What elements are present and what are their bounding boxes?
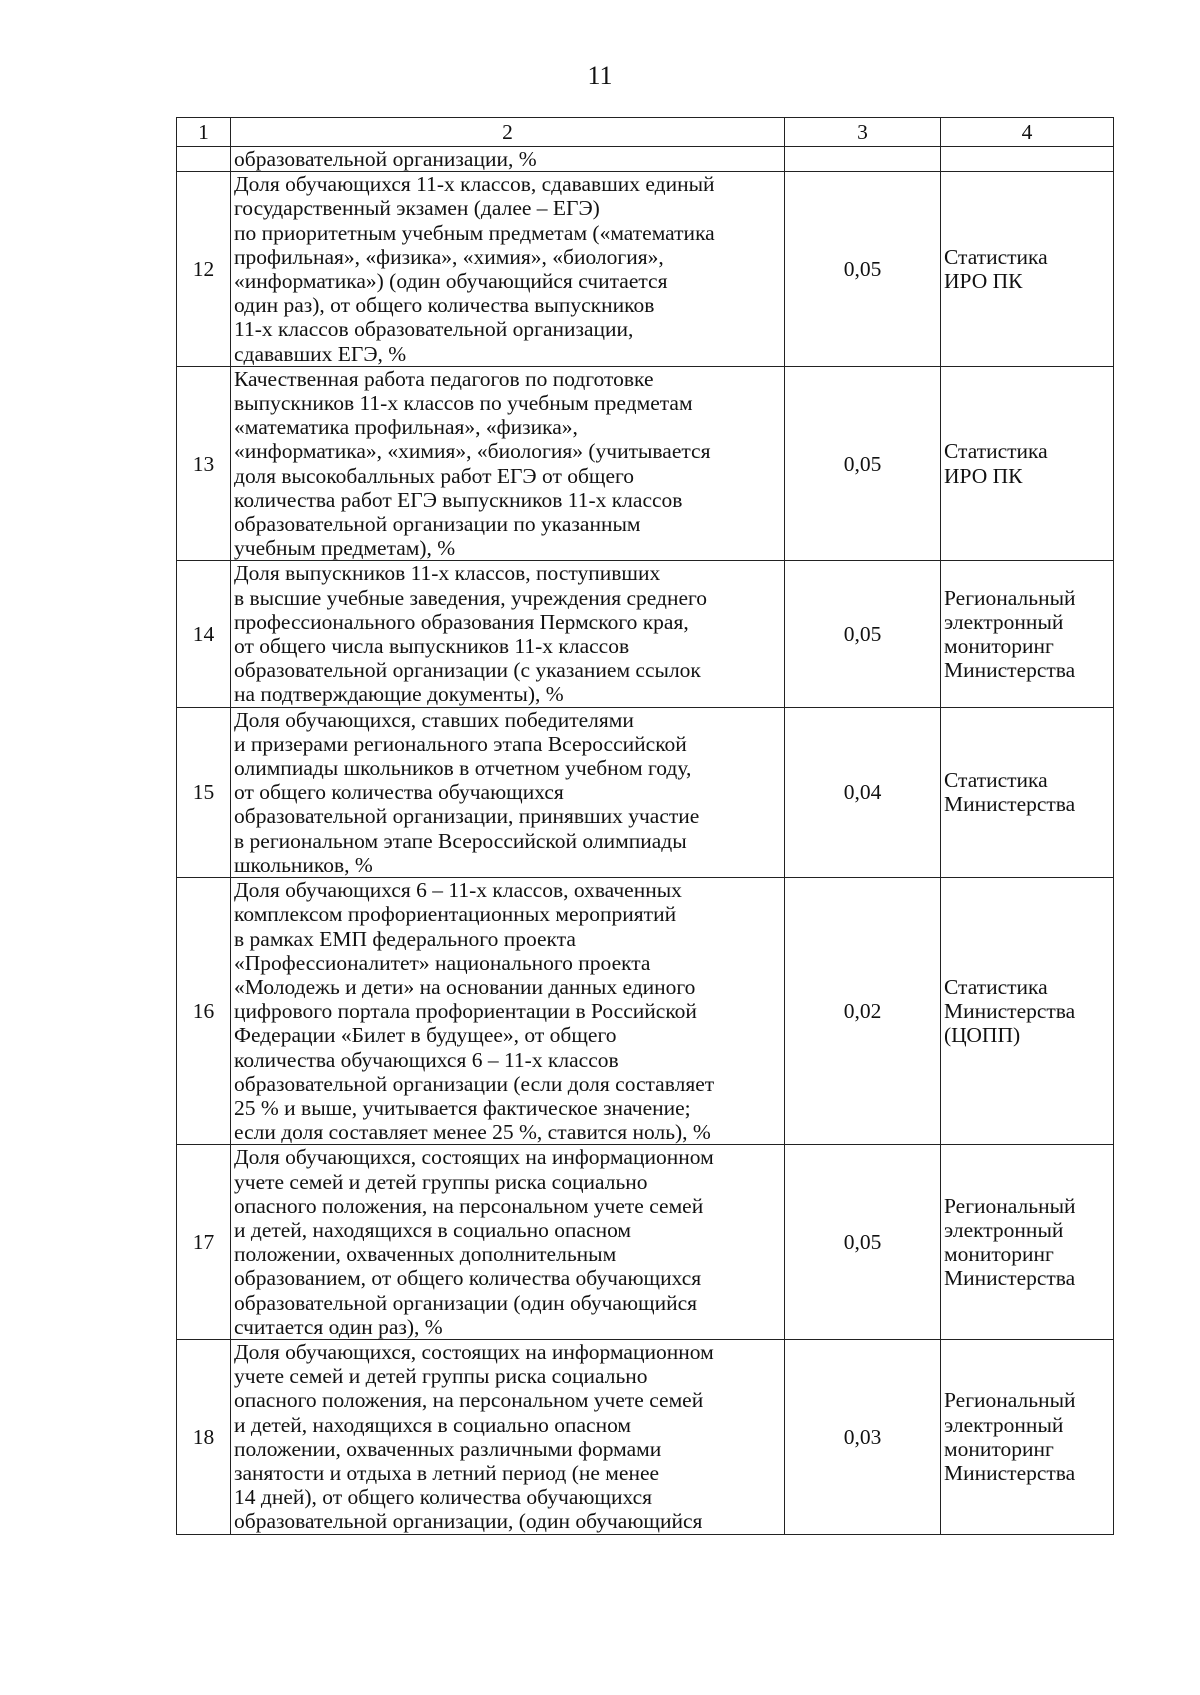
description-line: если доля составляет менее 25 %, ставится ноль), %: [234, 1120, 711, 1145]
weight-value: 0,02: [785, 878, 941, 1145]
source-line: мониторинг: [944, 1242, 1054, 1267]
indicator-description: [231, 707, 785, 877]
description-line: «Молодежь и дети» на основании данных единого: [234, 974, 696, 999]
description-line: доля высокобалльных работ ЕГЭ от общего: [234, 463, 635, 488]
description-line: положении, охваченных дополнительным: [234, 1242, 617, 1267]
column-header-3: 3: [785, 118, 941, 147]
weight-value: 0,05: [785, 366, 941, 561]
table-row: [177, 366, 1114, 561]
criteria-table: [176, 117, 1114, 1535]
description-line: «Профессионалитет» национального проекта: [234, 950, 651, 975]
source-line: Министерства: [944, 1266, 1076, 1291]
description-line: цифрового портала профориентации в Российской: [234, 999, 697, 1024]
source-line: мониторинг: [944, 1436, 1054, 1461]
description-line: от общего количества обучающихся: [234, 780, 564, 805]
description-line: профильная», «физика», «химия», «биология»,: [234, 244, 664, 269]
description-line: 25 % и выше, учитывается фактическое значение;: [234, 1095, 691, 1120]
description-line: Доля обучающихся 11-х классов, сдававших единый: [234, 172, 715, 197]
source-line: Статистика: [944, 768, 1048, 793]
description-line: Доля обучающихся 6 – 11-х классов, охваченных: [234, 878, 682, 903]
description-line: Качественная работа педагогов по подготовке: [234, 366, 654, 391]
description-line: олимпиады школьников в отчетном учебном году,: [234, 756, 692, 781]
source-line: ИРО ПК: [944, 269, 1023, 294]
description-line: считается один раз), %: [234, 1314, 443, 1339]
description-line: выпускников 11-х классов по учебным предметам: [234, 391, 693, 416]
description-line: образовательной организации (если доля составляет: [234, 1071, 715, 1096]
description-line: образованием, от общего количества обучающихся: [234, 1266, 702, 1291]
description-line: образовательной организации, принявших участие: [234, 804, 700, 829]
weight-value: 0,03: [785, 1339, 941, 1534]
source-line: Министерства: [944, 658, 1076, 683]
description-line: образовательной организации, (один обучающийся: [234, 1509, 703, 1534]
row-number: [177, 147, 231, 172]
data-source: [941, 147, 1114, 172]
description-line: Доля обучающихся, ставших победителями: [234, 707, 634, 732]
weight-value: 0,05: [785, 172, 941, 367]
source-line: Региональный: [944, 1388, 1076, 1413]
data-source: [941, 1339, 1114, 1534]
description-line: учебным предметам), %: [234, 536, 456, 561]
table-row: [177, 1145, 1114, 1340]
indicator-description: [231, 1339, 785, 1534]
weight-value: [785, 147, 941, 172]
column-header-2: 2: [231, 118, 785, 147]
description-line: количества работ ЕГЭ выпускников 11-х классов: [234, 487, 683, 512]
indicator-description: [231, 172, 785, 367]
source-line: Статистика: [944, 439, 1048, 464]
description-line: Доля выпускников 11-х классов, поступивших: [234, 561, 661, 586]
weight-value: 0,05: [785, 561, 941, 707]
source-line: ИРО ПК: [944, 463, 1023, 488]
indicator-description: [231, 147, 785, 172]
description-line: опасного положения, на персональном учете семей: [234, 1388, 704, 1413]
description-line: профессионального образования Пермского края,: [234, 609, 689, 634]
page-number: 11: [587, 61, 613, 90]
description-line: занятости и отдыха в летний период (не менее: [234, 1460, 660, 1485]
description-line: комплексом профориентационных мероприятий: [234, 902, 677, 927]
source-line: Министерства: [944, 792, 1076, 817]
criteria-table-body: [177, 118, 1114, 1535]
row-number: 12: [177, 172, 231, 367]
description-line: от общего числа выпускников 11-х классов: [234, 634, 630, 659]
source-line: Министерства: [944, 999, 1076, 1024]
description-line: учете семей и детей группы риска социально: [234, 1364, 648, 1389]
row-number: 17: [177, 1145, 231, 1340]
description-line: 11-х классов образовательной организации,: [234, 317, 634, 342]
description-line: школьников, %: [234, 852, 373, 877]
description-line: образовательной организации по указанным: [234, 512, 641, 537]
row-number: 18: [177, 1339, 231, 1534]
description-line: государственный экзамен (далее – ЕГЭ): [234, 196, 600, 221]
description-line: «информатика», «химия», «биология» (учитывается: [234, 439, 711, 464]
description-line: в рамках ЕМП федерального проекта: [234, 926, 576, 951]
column-header-1: 1: [177, 118, 231, 147]
column-header-4: 4: [941, 118, 1114, 147]
description-line: образовательной организации, %: [234, 147, 537, 171]
weight-value: 0,05: [785, 1145, 941, 1340]
row-number: 15: [177, 707, 231, 877]
description-line: один раз), от общего количества выпускников: [234, 293, 655, 318]
description-line: и призерами регионального этапа Всероссийской: [234, 731, 687, 756]
description-line: и детей, находящихся в социально опасном: [234, 1217, 632, 1242]
description-line: положении, охваченных различными формами: [234, 1436, 662, 1461]
table-header-row: [177, 118, 1114, 147]
indicator-description: [231, 1145, 785, 1340]
table-row: [177, 1339, 1114, 1534]
description-line: количества обучающихся 6 – 11-х классов: [234, 1047, 619, 1072]
data-source: [941, 1145, 1114, 1340]
row-number: 13: [177, 366, 231, 561]
source-line: Министерства: [944, 1460, 1076, 1485]
description-line: «математика профильная», «физика»,: [234, 415, 578, 440]
indicator-description: [231, 561, 785, 707]
description-line: 14 дней), от общего количества обучающихся: [234, 1485, 653, 1510]
indicator-description: [231, 878, 785, 1145]
source-line: Региональный: [944, 1193, 1076, 1218]
data-source: [941, 172, 1114, 367]
source-line: электронный: [944, 1412, 1064, 1437]
description-line: «информатика») (один обучающийся считается: [234, 269, 668, 294]
description-line: Доля обучающихся, состоящих на информационном: [234, 1145, 714, 1170]
source-line: электронный: [944, 1217, 1064, 1242]
description-line: Федерации «Билет в будущее», от общего: [234, 1023, 617, 1048]
row-number: 14: [177, 561, 231, 707]
table-row: [177, 172, 1114, 367]
indicator-description: [231, 366, 785, 561]
source-line: мониторинг: [944, 634, 1054, 659]
description-line: опасного положения, на персональном учете семей: [234, 1193, 704, 1218]
data-source: [941, 707, 1114, 877]
description-line: учете семей и детей группы риска социально: [234, 1169, 648, 1194]
description-line: и детей, находящихся в социально опасном: [234, 1412, 632, 1437]
table-row: [177, 707, 1114, 877]
table-row: [177, 561, 1114, 707]
source-line: электронный: [944, 609, 1064, 634]
table-row: [177, 147, 1114, 172]
source-line: Региональный: [944, 585, 1076, 610]
weight-value: 0,04: [785, 707, 941, 877]
source-line: Статистика: [944, 974, 1048, 999]
description-line: сдававших ЕГЭ, %: [234, 341, 407, 366]
description-line: по приоритетным учебным предметам («математика: [234, 220, 715, 245]
table-row: [177, 878, 1114, 1145]
source-line: Статистика: [944, 244, 1048, 269]
description-line: в региональном этапе Всероссийской олимпиады: [234, 828, 687, 853]
description-line: образовательной организации (один обучающийся: [234, 1290, 698, 1315]
description-line: в высшие учебные заведения, учреждения среднего: [234, 585, 708, 610]
description-line: образовательной организации (с указанием ссылок: [234, 658, 701, 683]
data-source: [941, 366, 1114, 561]
description-line: на подтверждающие документы), %: [234, 682, 564, 707]
row-number: 16: [177, 878, 231, 1145]
data-source: [941, 878, 1114, 1145]
source-line: (ЦОПП): [944, 1023, 1021, 1048]
data-source: [941, 561, 1114, 707]
description-line: Доля обучающихся, состоящих на информационном: [234, 1339, 714, 1364]
